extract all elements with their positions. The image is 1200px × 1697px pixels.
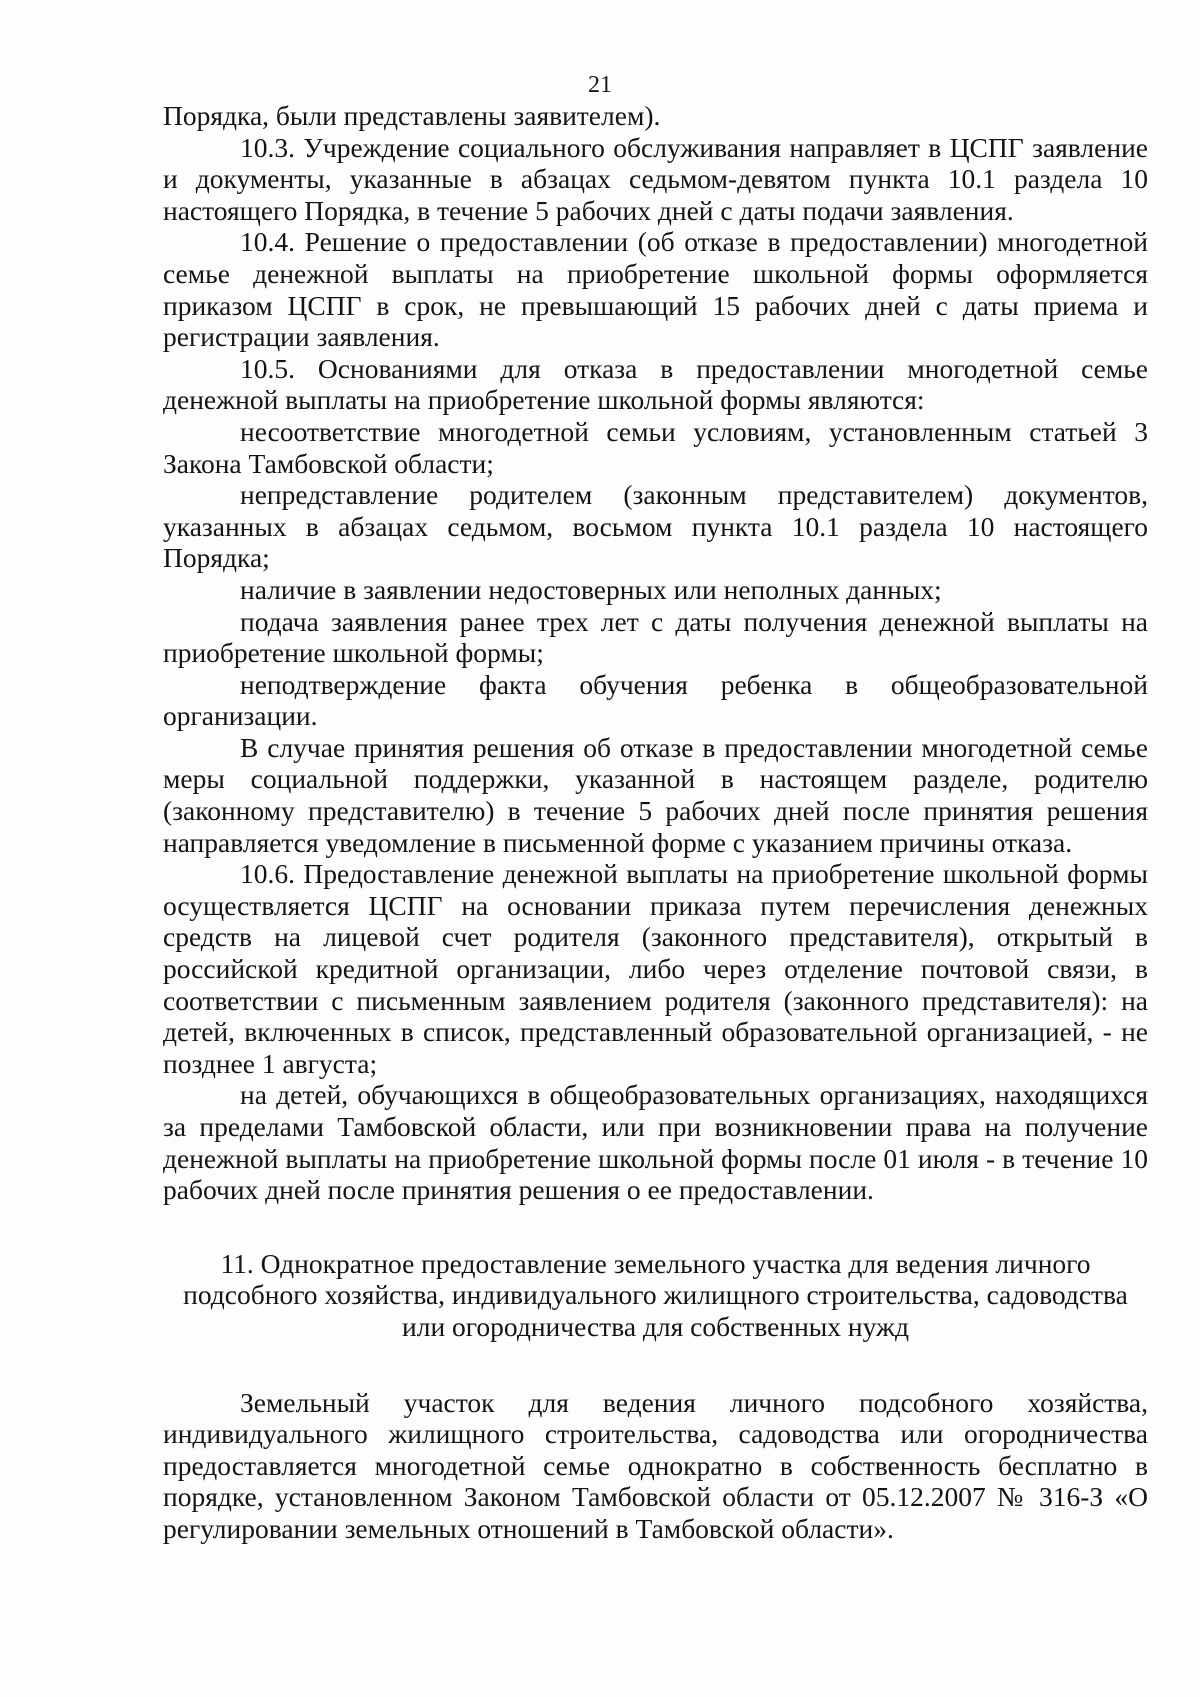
paragraph-10-5: 10.5. Основаниями для отказа в предоставлении многодетной семье денежной выплаты на приобретение школьной формы являются: xyxy=(163,352,1148,416)
paragraph-10-6: 10.6. Предоставление денежной выплаты на приобретение школьной формы осуществляется ЦСПГ на основании приказа путем перечисления денежных средств на лицевой счет родителя (законного представителя), открытый в российской кредитной организации, либо через отделение почтовой связи, в соответствии с письменным заявлением родителя (законного представителя): на детей, включенных в список, представленный образовательной организацией, - не позднее 1 августа; xyxy=(163,858,1148,1079)
refusal-ground-5: неподтверждение факта обучения ребенка в общеобразовательной организации. xyxy=(163,668,1148,732)
refusal-ground-1: несоответствие многодетной семьи условиям, установленным статьей 3 Закона Тамбовской области; xyxy=(163,415,1148,479)
section-11-heading: 11. Однократное предоставление земельного участка для ведения личного подсобного хозяйства, индивидуального жилищного строительства, садоводства или огородничества для собственных нужд xyxy=(183,1247,1128,1342)
section-11-paragraph: Земельный участок для ведения личного подсобного хозяйства, индивидуального жилищного строительства, садоводства или огородничества предоставляется многодетной семье однократно в собственность бесплатно в порядке, установленном Законом Тамбовской области от 05.12.2007 № 316-З «О регулировании земельных отношений в Тамбовской области». xyxy=(163,1386,1148,1544)
refusal-ground-4: подача заявления ранее трех лет с даты получения денежной выплаты на приобретение школьной формы; xyxy=(163,605,1148,669)
paragraph-continuation: Порядка, были представлены заявителем). xyxy=(163,100,661,131)
refusal-ground-3: наличие в заявлении недостоверных или неполных данных; xyxy=(240,573,942,605)
paragraph-10-4: 10.4. Решение о предоставлении (об отказе в предоставлении) многодетной семье денежной выплаты на приобретение школьной формы оформляется приказом ЦСПГ в срок, не превышающий 15 рабочих дней с даты приема и регистрации заявления. xyxy=(163,226,1148,353)
document-body xyxy=(163,100,1148,1545)
paragraph-10-6-continued: на детей, обучающихся в общеобразовательных организациях, находящихся за пределами Тамбовской области, или при возникновении права на получение денежной выплаты на приобретение школьной формы после 01 июля - в течение 10 рабочих дней после принятия решения о ее предоставлении. xyxy=(163,1079,1148,1206)
page-number: 21 xyxy=(588,72,612,98)
paragraph-10-3: 10.3. Учреждение социального обслуживания направляет в ЦСПГ заявление и документы, указанные в абзацах седьмом-девятом пункта 10.1 раздела 10 настоящего Порядка, в течение 5 рабочих дней с даты подачи заявления. xyxy=(163,131,1148,226)
refusal-notice-paragraph: В случае принятия решения об отказе в предоставлении многодетной семье меры социальной поддержки, указанной в настоящем разделе, родителю (законному представителю) в течение 5 рабочих дней после принятия решения направляется уведомление в письменной форме с указанием причины отказа. xyxy=(163,731,1148,858)
refusal-ground-2: непредставление родителем (законным представителем) документов, указанных в абзацах седьмом, восьмом пункта 10.1 раздела 10 настоящего Порядка; xyxy=(163,479,1148,574)
